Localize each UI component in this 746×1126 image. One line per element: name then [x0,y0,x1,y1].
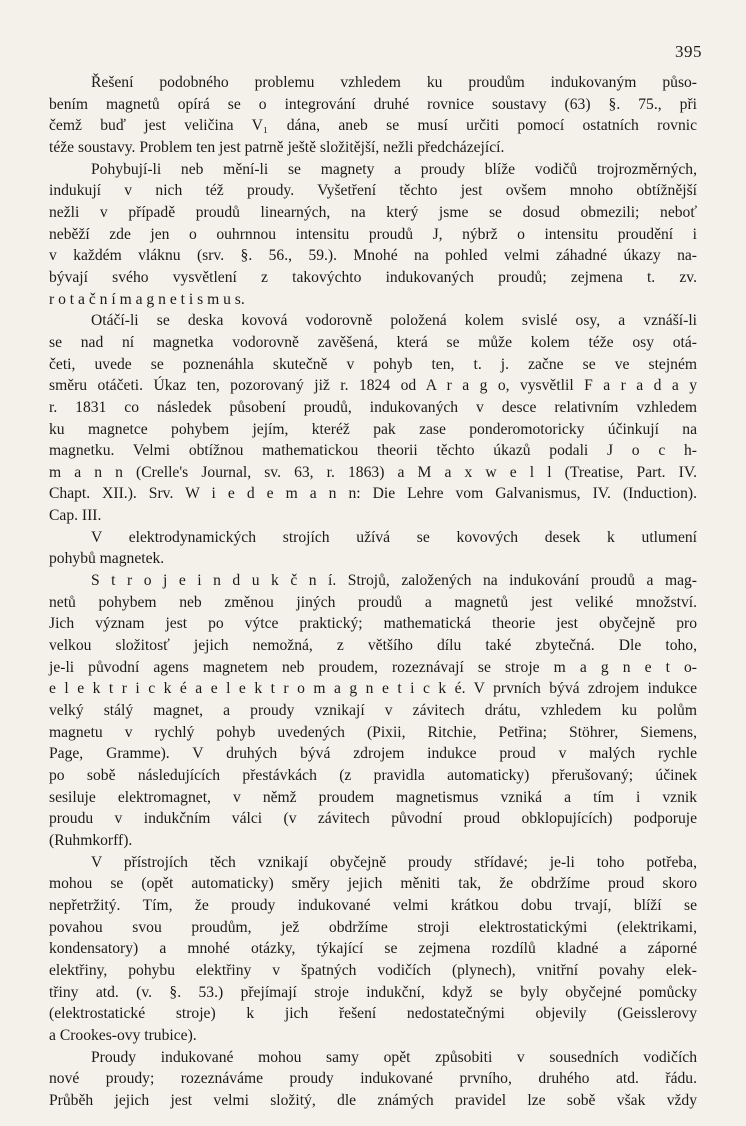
text-line: nové proudy; rozeznáváme proudy indukované prvního, druhého atd. řádu. [49,1070,697,1088]
text-line: Průběh jejich jest velmi složitý, dle známých pravidel lze sobě však vždy [49,1091,697,1109]
text-line: e l e k t r i c k é a e l e k t r o m a g n e t i c k é. V prvních bývá zdrojem indukce [49,680,697,698]
text-body [49,72,697,1112]
text-line: bením magnetů opírá se o integrování druhé rovnice soustavy (63) §. 75., při [49,95,697,113]
text-line: r o t a č n í m a g n e t i s m u s. [49,290,245,308]
text-line: pohybů magnetek. [49,550,165,568]
text-line: směru otáčeti. Úkaz ten, pozorovaný již r. 1824 od A r a g o, vysvětlil F a r a d a y [49,377,697,395]
text-line: četi, uvede se poznenáhla skutečně v pohyb ten, t. j. začne se ve stejném [49,355,697,373]
text-line: r. 1831 co následek působení proudů, indukovaných v desce relativním vzhledem [49,398,697,416]
text-line: v každém vláknu (srv. §. 56., 59.). Mnohé na pohled velmi záhadné úkazy na- [49,247,697,265]
text-line: proudu v indukčním válci (v závitech původní proud obklopujících) podporuje [49,810,697,828]
text-line: je-li původní agens magnetem neb proudem, rozeznávají se stroje m a g n e t o- [49,658,697,676]
text-line: Chapt. XII.). Srv. W i e d e m a n n: Die Lehre vom Galvanismus, IV. (Induction). [49,485,697,503]
text-line: kondensatory) a mnohé otázky, týkající se zejmena rozdílů kladné a záporné [49,940,697,958]
text-line: nežli v případě proudů linearných, na který jsme se dosud obmezili; neboť [49,203,697,221]
text-line: (Ruhmkorff). [49,831,133,849]
page-number: 395 [675,42,702,61]
text-line: Cap. III. [49,507,102,525]
text-line: Řešení podobného problemu vzhledem ku proudům indukovaným půso- [91,74,697,91]
text-line: velký stálý magnet, a proudy vznikají v závitech drátu, vzhledem ku polům [49,702,697,720]
text-line: magnetku. Velmi obtížnou mathematickou theorii těchto úkazů podali J o c h- [49,442,697,460]
text-line: V elektrodynamických strojích užívá se kovových desek k utlumení [91,528,697,546]
text-line: Otáčí-li se deska kovová vodorovně položená kolem svislé osy, a vznáší-li [91,312,697,330]
text-line: indukují v nich též proudy. Vyšetření těchto jest ovšem mnoho obtížnější [49,182,697,200]
text-line: třiny atd. (v. §. 53.) přejímají stroje indukční, když se byly obyčejné pomůcky [49,983,697,1001]
text-line: nepřetržitý. Tím, že proudy indukované velmi krátkou dobu trvají, blíží se [49,896,697,914]
text-line: povahou svou proudům, jež obdržíme stroji elektrostatickými (elektrikami, [49,918,697,936]
text-line: se nad ní magnetka vodorovně zavěšená, která se může kolem téže osy otá- [49,333,697,351]
text-line: netů pohybem neb změnou jiných proudů a magnetů jest veliké množství. [49,593,697,611]
text-line: m a n n (Crelle's Journal, sv. 63, r. 1863) a M a x w e l l (Treatise, Part. IV. [49,463,697,481]
text-line: neběží zde jen o ouhrnnou intensitu proudů J, nýbrž o intensitu proudění i [49,225,697,243]
text-line: téže soustavy. Problem ten jest patrně ještě složitější, nežli předcházející. [49,138,505,156]
text-line: Pohybují-li neb mění-li se magnety a proudy blíže vodičů trojrozměrných, [91,160,697,178]
text-line: a Crookes-ovy trubice). [49,1026,197,1044]
text-line: Proudy indukované mohou samy opět způsobiti v sousedních vodičích [91,1048,697,1066]
text-line: Page, Gramme). V druhých bývá zdrojem indukce proud v malých rychle [49,745,697,763]
text-line: po sobě následujících přestávkách (z pravidla automaticky) přerušovaný; účinek [49,767,697,784]
text-line: Jich význam jest po výtce praktický; mathematická theorie jest obyčejně pro [49,615,697,633]
text-line: bývají svého vysvětlení z takovýchto indukovaných proudů; zejmena t. zv. [49,268,697,286]
text-line: magnetu v rychlý pohyb uvedených (Pixii, Ritchie, Petřina; Stöhrer, Siemens, [49,723,697,741]
text-line: S t r o j e i n d u k č n í. Strojů, založených na indukování proudů a mag- [91,572,697,590]
text-line: ku magnetce pohybem jejím, kteréž pak zase ponderomotoricky účinkují na [49,420,697,438]
text-line: velkou složitosť jejich nemožná, z většího dílu také zbytečná. Dle toho, [49,637,697,655]
text-line: mohou se (opět automaticky) směry jejich měniti tak, že obdržíme proud skoro [49,875,697,893]
text-line: sesiluje elektromagnet, v němž proudem magnetismus vzniká a tím i vznik [49,788,697,806]
text-line: (elektrostatické stroje) k jich řešení nedostatečnými objevily (Geisslerovy [49,1005,697,1023]
text-line: elektřiny, pohybu elektřiny v špatných vodičích (plynech), vnitřní povahy elek- [49,961,697,979]
text-line: čemž buď jest veličina V₁ dána, aneb se musí určiti pomocí ostatních rovnic [49,117,697,135]
text-line: V přístrojích těch vznikají obyčejně proudy střídavé; je-li toho potřeba, [91,853,697,871]
